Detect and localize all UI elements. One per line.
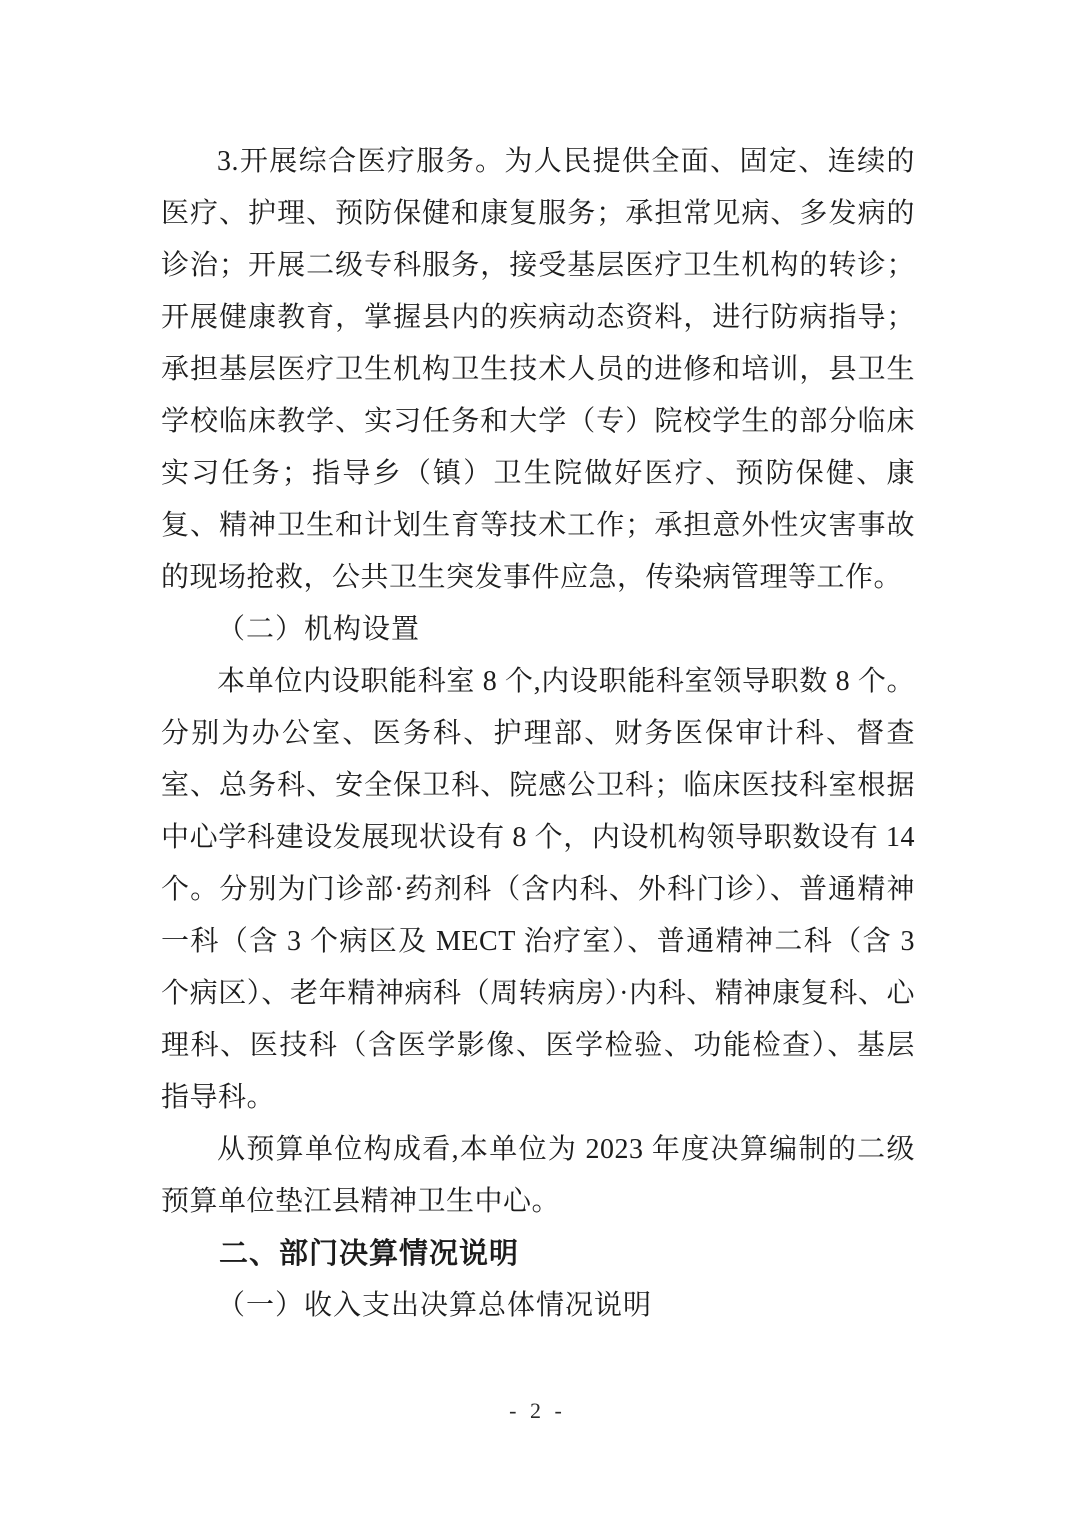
- paragraph-medical-services: 3.开展综合医疗服务。为人民提供全面、固定、连续的医疗、护理、预防保健和康复服务；承担常见病、多发病的诊治；开展二级专科服务，接受基层医疗卫生机构的转诊；开展健康教育，掌握县内的疾病动态资料，进行防病指导；承担基层医疗卫生机构卫生技术人员的进修和培训，县卫生学校临床教学、实习任务和大学（专）院校学生的部分临床实习任务；指导乡（镇）卫生院做好医疗、预防保健、康复、精神卫生和计划生育等技术工作；承担意外性灾害事故的现场抢救，公共卫生突发事件应急，传染病管理等工作。: [161, 146, 915, 593]
- paragraph-budget-unit: 从预算单位构成看,本单位为 2023 年度决算编制的二级预算单位垫江县精神卫生中心。: [161, 1134, 915, 1217]
- document-body: [161, 136, 915, 1332]
- paragraph-department-structure: 本单位内设职能科室 8 个,内设职能科室领导职数 8 个。分别为办公室、医务科、护理部、财务医保审计科、督查室、总务科、安全保卫科、院感公卫科；临床医技科室根据中心学科建设发展现状设有 8 个，内设机构领导职数设有 14 个。分别为门诊部·药剂科（含内科、外科门诊）、普通精神一科（含 3 个病区及 MECT 治疗室）、普通精神二科（含 3 个病区）、老年精神病科（周转病房）·内科、精神康复科、心理科、医技科（含医学影像、医学检验、功能检查）、基层指导科。: [161, 666, 915, 1113]
- page-number: - 2 -: [509, 1398, 566, 1423]
- heading-final-accounts: 二、部门决算情况说明: [219, 1238, 520, 1270]
- heading-income-expense-overview: （一）收入支出决算总体情况说明: [217, 1290, 653, 1321]
- heading-organization-setup: （二）机构设置: [217, 614, 421, 645]
